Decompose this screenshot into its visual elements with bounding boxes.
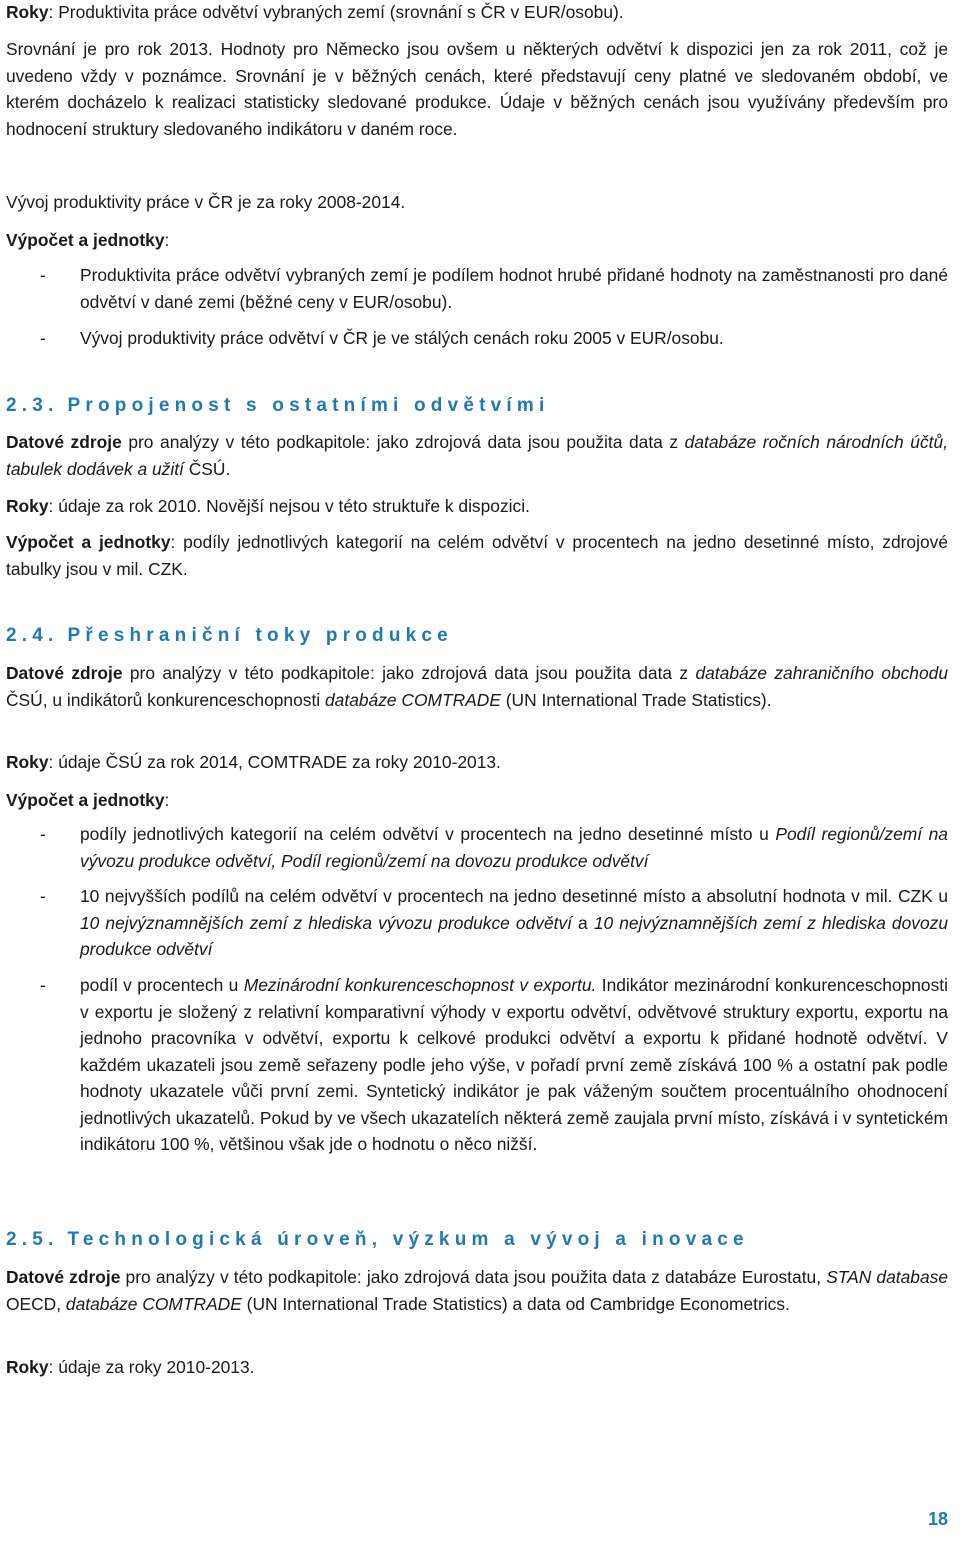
section-heading-2-5: 2.5. Technologická úroveň, výzkum a vývoj a inovace [6, 1229, 749, 1250]
section-heading-2-3: 2.3. Propojenost s ostatními odvětvími [6, 395, 550, 416]
trend-paragraph: Vývoj produktivity práce v ČR je za roky 2008-2014. [6, 192, 406, 212]
years-paragraph: Roky: údaje za rok 2010. Novější nejsou v této struktuře k dispozici. [6, 496, 530, 516]
data-sources-paragraph: Datové zdroje pro analýzy v této podkapitole: jako zdrojová data jsou použita data z databáze Eurostatu, STAN database OECD, databáze COMTRADE (UN International Trade Statistics) a data od Cambridge Econometrics. [6, 1267, 948, 1314]
years-paragraph: Roky: údaje ČSÚ za rok 2014, COMTRADE za roky 2010-2013. [6, 752, 501, 772]
calc-heading: Výpočet a jednotky: [6, 230, 170, 250]
list-item: - 10 nejvyšších podílů na celém odvětví v procentech na jedno desetinné místo a absolutní hodnota v mil. CZK u 10 nejvýznamnějších zemí z hlediska vývozu produkce odvětví a 10 nejvýznamnějších zemí z hlediska dovozu produkce odvětví [40, 886, 948, 959]
calc-label: Výpočet a jednotky [6, 230, 165, 250]
page-number: 18 [927, 1509, 948, 1529]
data-sources-paragraph: Datové zdroje pro analýzy v této podkapitole: jako zdrojová data jsou použita data z databáze ročních národních účtů, tabulek dodávek a užití ČSÚ. [6, 432, 948, 479]
calc-heading: Výpočet a jednotky: [6, 790, 170, 810]
list-item: - podíly jednotlivých kategorií na celém odvětví v procentech na jedno desetinné místo u Podíl regionů/zemí na vývozu produkce odvětví, Podíl regionů/zemí na dovozu produkce odvětví [40, 824, 948, 871]
years-text: : Produktivita práce odvětví vybraných zemí (srovnání s ČR v EUR/osobu). [48, 2, 624, 22]
calc-paragraph: Výpočet a jednotky: podíly jednotlivých kategorií na celém odvětví v procentech na jedno desetinné místo, zdrojové tabulky jsou v mil. CZK. [6, 532, 949, 579]
data-sources-paragraph: Datové zdroje pro analýzy v této podkapitole: jako zdrojová data jsou použita data z databáze zahraničního obchodu ČSÚ, u indikátorů konkurenceschopnosti databáze COMTRADE (UN International Trade Statistics). [6, 663, 948, 710]
list-item-text: Vývoj produktivity práce odvětví v ČR je ve stálých cenách roku 2005 v EUR/osobu. [80, 328, 724, 348]
years-label: Roky [6, 2, 49, 22]
list-item: - podíl v procentech u Mezinárodní konkurenceschopnost v exportu. Indikátor mezinárodní konkurenceschopnosti v exportu je složený z relativní komparativní výhody v exportu odvětví, odvětvové struktury exportu, exportu na jednoho pracovníka v odvětví, exportu k celkové produkci odvětví a exportu k přidané hodnotě odvětví. V každém ukazateli jsou země seřazeny podle jeho výše, v pořadí první země získává 100 % a ostatní pak podle hodnoty ukazatele vůči první zemi. Syntetický indikátor je pak váženým součtem procentuálního ohodnocení jednotlivých ukazatelů. Pokud by ve všech ukazatelích některá země zaujala první místo, získává i v syntetickém indikátoru 100 %, většinou však jde o hodnotu o něco nižší. [40, 975, 948, 1154]
comparison-paragraph: Srovnání je pro rok 2013. Hodnoty pro Německo jsou ovšem u některých odvětví k dispozici jen za rok 2011, což je uvedeno vždy v poznámce. Srovnání je v běžných cenách, které představují ceny platné ve sledovaném období, ve kterém docházelo k realizaci statisticky sledované produkce. Údaje v běžných cenách jsou využívány především pro hodnocení struktury sledovaného indikátoru v daném roce. [6, 39, 948, 139]
years-paragraph [6, 0, 948, 26]
years-paragraph: Roky: údaje za roky 2010-2013. [6, 1357, 255, 1377]
list-item: - Vývoj produktivity práce odvětví v ČR je ve stálých cenách roku 2005 v EUR/osobu. [40, 328, 724, 348]
section-heading-2-4: 2.4. Přeshraniční toky produkce [6, 625, 453, 646]
list-item-text: Produktivita práce odvětví vybraných zemí je podílem hodnot hrubé přidané hodnoty na zaměstnanosti pro dané odvětví v dané zemi (běžné ceny v EUR/osobu). [80, 265, 948, 312]
list-item: - Produktivita práce odvětví vybraných zemí je podílem hodnot hrubé přidané hodnoty na zaměstnanosti pro dané odvětví v dané zemi (běžné ceny v EUR/osobu). [40, 265, 948, 312]
